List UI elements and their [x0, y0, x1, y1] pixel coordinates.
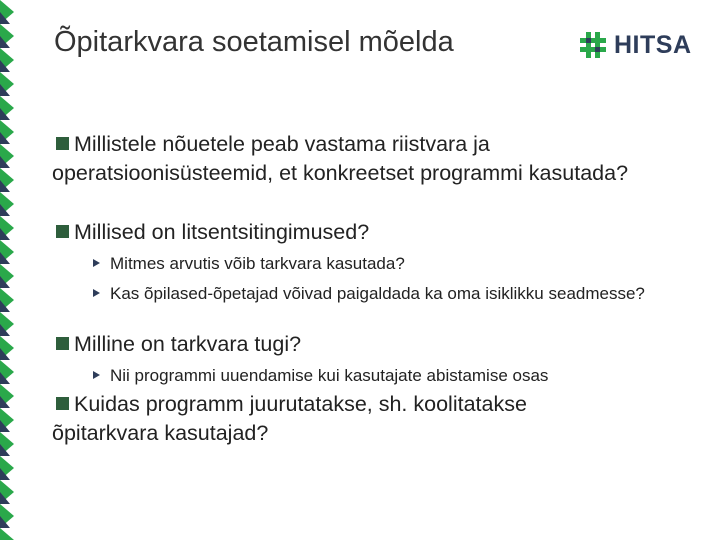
sub-bullet-personal-devices: Kas õpilased-õpetajad võivad paigaldada ka oma isiklikku seadmesse? [88, 283, 670, 305]
sub-bullet-updates: Nii programmi uuendamise kui kasutajate abistamise osas [88, 365, 670, 387]
logo-text: HITSA [614, 30, 692, 59]
bullet-license: Millised on litsentsitingimused? [52, 218, 632, 247]
bullet-square-icon [56, 337, 69, 350]
hitsa-logo [580, 30, 692, 60]
bullet-triangle-icon [93, 289, 100, 297]
bullet-support: Milline on tarkvara tugi? [52, 330, 632, 359]
bullet-square-icon [56, 225, 69, 238]
bullet-triangle-icon [93, 371, 100, 379]
bullet-training: Kuidas programm juurutatakse, sh. koolitatakse õpitarkvara kasutajad? [52, 392, 527, 445]
bullet-requirements: Millistele nõuetele peab vastama riistvara ja operatsioonisüsteemid, et konkreetset programmi kasutada? [52, 132, 629, 185]
bullet-square-icon [56, 137, 69, 150]
decorative-left-strip [0, 0, 20, 540]
sub-bullet-computers: Mitmes arvutis võib tarkvara kasutada? [88, 253, 670, 275]
slide-title: Õpitarkvara soetamisel mõelda [54, 26, 454, 58]
bullet-square-icon [56, 397, 69, 410]
bullet-triangle-icon [93, 259, 100, 267]
hash-logo-icon [580, 32, 606, 58]
